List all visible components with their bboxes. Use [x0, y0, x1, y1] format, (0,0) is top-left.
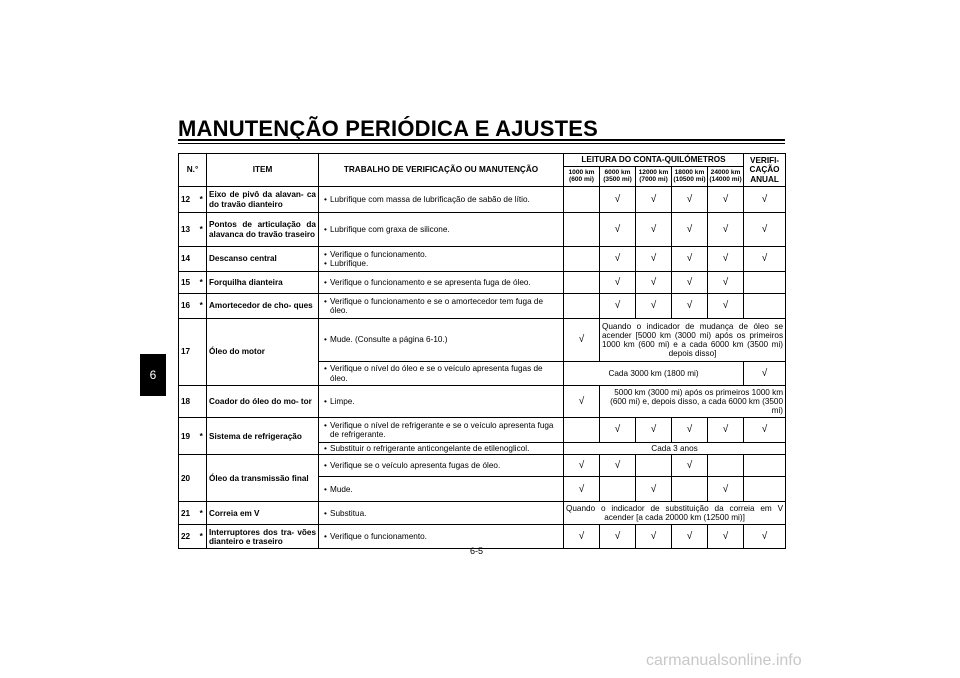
maintenance-table: [178, 153, 786, 549]
page-title: MANUTENÇÃO PERIÓDICA E AJUSTES: [178, 116, 598, 141]
title-rule-thin: [178, 143, 785, 144]
check-mark: √: [564, 386, 600, 418]
table-row: [179, 502, 786, 525]
check-cell: [744, 455, 786, 477]
check-mark: √: [600, 418, 636, 443]
check-mark: √: [636, 187, 672, 213]
table-row: [179, 319, 786, 362]
check-mark: √: [744, 525, 786, 549]
header-odometer-col: 12000 km (7000 mi): [636, 167, 672, 187]
check-mark: √: [672, 418, 708, 443]
check-cell: [744, 272, 786, 294]
check-cell: [600, 477, 636, 502]
check-mark: √: [672, 272, 708, 294]
row-number: 14: [179, 247, 197, 272]
belt-interval-note: Quando o indicador de substituição da correia em V acender [a cada 20000 km (12500 mi)]: [564, 502, 786, 525]
row-number: 20: [179, 455, 197, 502]
check-cell: [564, 213, 600, 247]
check-mark: √: [672, 525, 708, 549]
row-item: Pontos de articulação da alavanca do travão traseiro: [207, 213, 319, 247]
row-item: Eixo de pivô da alavan- ca do travão dianteiro: [207, 187, 319, 213]
title-rule: [178, 139, 785, 141]
row-star: *: [197, 294, 207, 319]
row-star: [197, 386, 207, 418]
check-mark: √: [600, 247, 636, 272]
check-mark: √: [636, 247, 672, 272]
header-odometer: LEITURA DO CONTA-QUILÓMETROS: [564, 154, 744, 167]
row-work: • Verifique o nível de refrigerante e se o veículo apresenta fuga de refrigerante.: [319, 418, 564, 443]
row-item: Forquilha dianteira: [207, 272, 319, 294]
row-work: • Verifique o nível do óleo e se o veículo apresenta fugas de óleo.: [319, 362, 564, 386]
row-star: *: [197, 213, 207, 247]
oil-change-note: Quando o indicador de mudança de óleo se acender [5000 km (3000 mi) após os primeiros 1000 km (600 mi) e a cada 6000 km (3500 mi) depois disso]: [600, 319, 786, 362]
header-no: N.°: [179, 154, 207, 187]
row-work: • Substitua.: [319, 502, 564, 525]
row-number: 18: [179, 386, 197, 418]
row-item: Correia em V: [207, 502, 319, 525]
table-row: [179, 294, 786, 319]
row-number: 22: [179, 525, 197, 549]
check-mark: √: [708, 418, 744, 443]
check-mark: √: [744, 187, 786, 213]
check-mark: √: [600, 455, 636, 477]
row-work: • Limpe.: [319, 386, 564, 418]
row-number: 19: [179, 418, 197, 455]
check-mark: √: [672, 294, 708, 319]
row-number: 15: [179, 272, 197, 294]
header-odometer-col: 18000 km (10500 mi): [672, 167, 708, 187]
check-cell: [564, 294, 600, 319]
check-mark: √: [708, 525, 744, 549]
oil-check-interval: Cada 3000 km (1800 mi): [564, 362, 744, 386]
row-work: • Verifique o funcionamento e se apresenta fuga de óleo.: [319, 272, 564, 294]
check-mark: √: [744, 418, 786, 443]
row-number: 21: [179, 502, 197, 525]
row-item: Coador do óleo do mo- tor: [207, 386, 319, 418]
check-cell: [744, 294, 786, 319]
check-mark: √: [672, 247, 708, 272]
check-cell: [564, 418, 600, 443]
check-mark: √: [672, 213, 708, 247]
check-mark: √: [708, 272, 744, 294]
row-star: *: [197, 187, 207, 213]
watermark: carmanualsonline.info: [646, 652, 802, 669]
header-item: ITEM: [207, 154, 319, 187]
row-item: Óleo da transmissão final: [207, 455, 319, 502]
row-star: *: [197, 525, 207, 549]
chapter-tab: 6: [140, 354, 166, 396]
check-mark: √: [708, 294, 744, 319]
check-mark: √: [744, 213, 786, 247]
check-mark: √: [600, 294, 636, 319]
check-mark: √: [672, 187, 708, 213]
check-mark: √: [564, 477, 600, 502]
check-mark: √: [708, 187, 744, 213]
table-row: [179, 455, 786, 477]
row-work: • Mude.: [319, 477, 564, 502]
check-cell: [564, 187, 600, 213]
row-item: Descanso central: [207, 247, 319, 272]
row-star: [197, 455, 207, 502]
check-mark: √: [672, 455, 708, 477]
check-mark: √: [708, 213, 744, 247]
row-item: Óleo do motor: [207, 319, 319, 386]
header-work: TRABALHO DE VERIFICAÇÃO OU MANUTENÇÃO: [319, 154, 564, 187]
header-odometer-col: 6000 km (3500 mi): [600, 167, 636, 187]
row-star: *: [197, 272, 207, 294]
check-mark: √: [636, 294, 672, 319]
check-mark: √: [600, 272, 636, 294]
row-number: 13: [179, 213, 197, 247]
strainer-interval-note: 5000 km (3000 mi) após os primeiros 1000 km (600 mi) e, depois disso, a cada 6000 km (3500 mi): [600, 386, 786, 418]
page-number: 6-5: [470, 546, 484, 556]
check-mark: √: [708, 247, 744, 272]
check-mark: √: [636, 418, 672, 443]
check-mark: √: [744, 247, 786, 272]
row-star: *: [197, 502, 207, 525]
row-star: [197, 247, 207, 272]
check-mark: √: [564, 525, 600, 549]
check-mark: √: [564, 455, 600, 477]
row-work: • Verifique o funcionamento. • Lubrifique.: [319, 247, 564, 272]
check-cell: [564, 272, 600, 294]
row-work: • Lubrifique com graxa de silicone.: [319, 213, 564, 247]
header-odometer-col: 1000 km (600 mi): [564, 167, 600, 187]
check-mark: √: [600, 187, 636, 213]
table-row: [179, 213, 786, 247]
table-row: [179, 272, 786, 294]
header-annual: VERIFI- CAÇÃO ANUAL: [744, 154, 786, 187]
table-row: [179, 187, 786, 213]
row-item: Interruptores dos tra- vões dianteiro e traseiro: [207, 525, 319, 549]
check-mark: √: [636, 272, 672, 294]
check-mark: √: [564, 319, 600, 362]
check-cell: [672, 477, 708, 502]
row-star: [197, 319, 207, 386]
table-row: [179, 418, 786, 443]
check-mark: √: [636, 477, 672, 502]
coolant-interval: Cada 3 anos: [564, 443, 786, 455]
row-work: • Mude. (Consulte a página 6-10.): [319, 319, 564, 362]
check-mark: √: [708, 477, 744, 502]
row-work: • Lubrifique com massa de lubrificação de sabão de lítio.: [319, 187, 564, 213]
check-cell: [708, 455, 744, 477]
check-mark: √: [600, 213, 636, 247]
check-mark: √: [600, 525, 636, 549]
check-cell: [744, 477, 786, 502]
row-work: • Verifique se o veículo apresenta fugas de óleo.: [319, 455, 564, 477]
check-mark: √: [636, 525, 672, 549]
header-odometer-col: 24000 km (14000 mi): [708, 167, 744, 187]
check-mark: √: [744, 362, 786, 386]
row-item: Sistema de refrigeração: [207, 418, 319, 455]
table-row: [179, 247, 786, 272]
row-star: *: [197, 418, 207, 455]
row-work: • Verifique o funcionamento e se o amortecedor tem fuga de óleo.: [319, 294, 564, 319]
row-number: 16: [179, 294, 197, 319]
check-mark: √: [636, 213, 672, 247]
row-number: 12: [179, 187, 197, 213]
row-number: 17: [179, 319, 197, 386]
row-work: • Verifique o funcionamento.: [319, 525, 564, 549]
row-work: • Substituir o refrigerante anticongelante de etilenoglicol.: [319, 443, 564, 455]
check-cell: [636, 455, 672, 477]
check-cell: [564, 247, 600, 272]
table-row: [179, 386, 786, 418]
row-item: Amortecedor de cho- ques: [207, 294, 319, 319]
